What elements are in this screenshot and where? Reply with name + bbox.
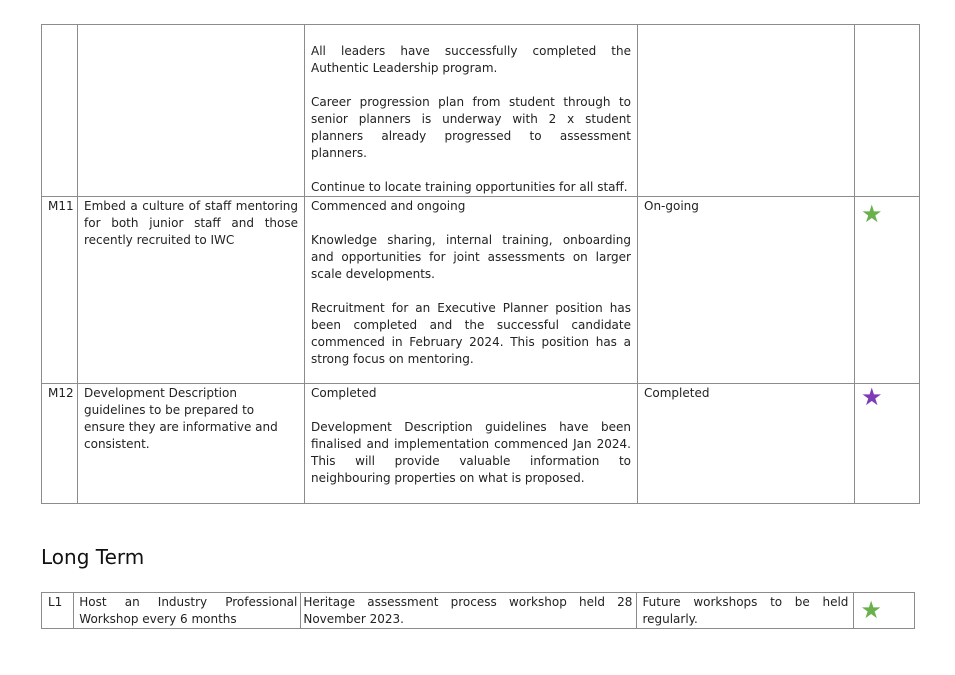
progress-paragraph: Recruitment for an Executive Planner position has been completed and the successful candidate commenced in February 2024. This position has a strong focus on mentoring. [311,301,631,366]
action-text: Workshop every 6 months [79,612,237,626]
progress-text: Heritage assessment process workshop held 28 [303,595,633,609]
progress-text: November 2023. [303,612,404,626]
rating-cell [855,384,920,504]
section-heading: Long Term [41,545,145,569]
mid-term-actions-table [41,24,920,504]
status-text: regularly. [642,612,698,626]
long-term-actions-table [41,592,915,629]
rating-cell [854,593,915,629]
rating-cell [855,197,920,384]
rating-cell [855,25,920,197]
star-icon: ★ [861,383,883,411]
progress-paragraph: Completed [311,386,377,400]
action-text: Development Description guidelines to be prepared to ensure they are informative and consistent. [84,386,278,451]
action-text: Host an Industry Professional [79,595,298,609]
table-row [42,384,920,504]
action-id: L1 [48,595,63,609]
action-cell [74,593,301,629]
action-id: M11 [48,199,74,213]
action-cell [78,25,305,197]
progress-paragraph: Commenced and ongoing [311,199,466,213]
progress-cell [305,197,638,384]
progress-paragraph: Career progression plan from student through to senior planners is underway with 2 x student planners already progressed to assessment planners. [311,95,631,160]
id-cell [42,593,74,629]
status-text: Future workshops to be held [642,595,849,609]
status-text: Completed [644,386,710,400]
progress-cell [305,384,638,504]
status-cell [637,593,854,629]
progress-cell [305,25,638,197]
action-cell [78,384,305,504]
id-cell [42,197,78,384]
id-cell [42,384,78,504]
action-cell [78,197,305,384]
star-icon: ★ [861,200,883,228]
action-id: M12 [48,386,74,400]
table-row [42,593,915,629]
progress-paragraph: Development Description guidelines have been finalised and implementation commenced Jan 2024. This will provide valuable information to neighbouring properties on what is proposed. [311,420,631,485]
status-cell [638,197,855,384]
status-cell [638,384,855,504]
status-cell [638,25,855,197]
status-text: On-going [644,199,699,213]
star-icon: ★ [860,596,882,624]
progress-paragraph: Continue to locate training opportunities for all staff. [311,180,628,194]
action-text: Embed a culture of staff mentoring for both junior staff and those recently recruited to IWC [84,199,298,247]
id-cell [42,25,78,197]
progress-paragraph: All leaders have successfully completed the Authentic Leadership program. [311,44,631,75]
table-row [42,197,920,384]
table-row [42,25,920,197]
progress-paragraph: Knowledge sharing, internal training, onboarding and opportunities for joint assessments on larger scale developments. [311,233,631,281]
progress-cell [301,593,637,629]
